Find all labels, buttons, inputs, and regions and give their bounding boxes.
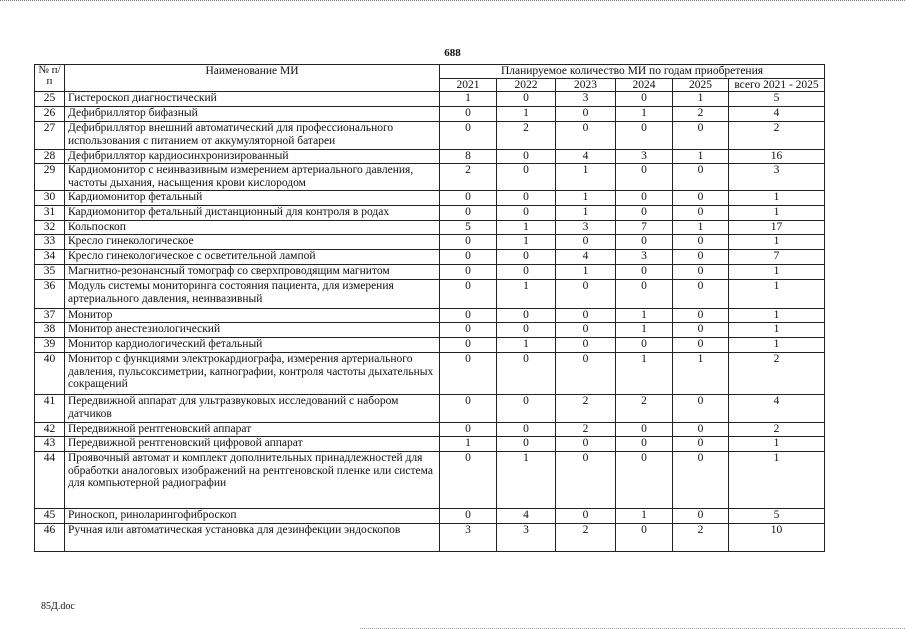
row-number: 27 <box>35 122 65 150</box>
row-total: 2 <box>729 353 825 395</box>
row-total: 4 <box>729 107 825 122</box>
row-total: 16 <box>729 150 825 164</box>
row-total: 1 <box>729 437 825 452</box>
row-name: Ручная или автоматическая установка для дезинфекции эндоскопов <box>65 524 440 552</box>
row-year-value: 1 <box>616 323 673 338</box>
row-year-value: 0 <box>616 338 673 353</box>
header-num: № п/п <box>35 65 65 92</box>
table-body <box>35 92 825 552</box>
header-year: 2025 <box>673 78 729 92</box>
row-name: Кардиомонитор фетальный дистанционный для контроля в родах <box>65 206 440 221</box>
row-total: 1 <box>729 191 825 206</box>
header-name: Наименование МИ <box>65 65 440 92</box>
table-row <box>35 164 825 191</box>
row-year-value: 0 <box>673 122 729 150</box>
row-year-value: 0 <box>440 323 497 338</box>
scan-edge-top <box>0 0 905 11</box>
row-year-value: 0 <box>556 235 616 250</box>
row-year-value: 2 <box>497 122 556 150</box>
row-year-value: 0 <box>673 509 729 524</box>
row-year-value: 0 <box>440 107 497 122</box>
row-total: 2 <box>729 122 825 150</box>
header-year: 2021 <box>440 78 497 92</box>
row-number: 38 <box>35 323 65 338</box>
row-number: 36 <box>35 280 65 309</box>
row-number: 35 <box>35 265 65 280</box>
row-year-value: 1 <box>556 191 616 206</box>
row-year-value: 0 <box>616 92 673 107</box>
table-row <box>35 323 825 338</box>
row-year-value: 0 <box>440 206 497 221</box>
row-name: Кресло гинекологическое <box>65 235 440 250</box>
row-year-value: 0 <box>616 235 673 250</box>
row-year-value: 3 <box>497 524 556 552</box>
row-year-value: 0 <box>673 206 729 221</box>
row-year-value: 0 <box>497 423 556 437</box>
table-row <box>35 509 825 524</box>
row-name: Кольпоскоп <box>65 221 440 235</box>
row-year-value: 1 <box>616 353 673 395</box>
row-number: 37 <box>35 309 65 323</box>
row-year-value: 0 <box>440 265 497 280</box>
row-year-value: 0 <box>673 164 729 191</box>
row-total: 1 <box>729 452 825 509</box>
table-row <box>35 309 825 323</box>
row-name: Дефибриллятор кардиосинхронизированный <box>65 150 440 164</box>
row-year-value: 0 <box>556 437 616 452</box>
row-year-value: 0 <box>497 92 556 107</box>
table-row <box>35 206 825 221</box>
row-year-value: 0 <box>440 452 497 509</box>
row-name: Монитор <box>65 309 440 323</box>
row-year-value: 1 <box>497 235 556 250</box>
row-year-value: 7 <box>616 221 673 235</box>
row-year-value: 3 <box>556 92 616 107</box>
table-row <box>35 122 825 150</box>
row-year-value: 1 <box>673 150 729 164</box>
row-total: 2 <box>729 423 825 437</box>
row-number: 40 <box>35 353 65 395</box>
table-row <box>35 191 825 206</box>
row-year-value: 0 <box>616 122 673 150</box>
table-row <box>35 437 825 452</box>
row-year-value: 0 <box>556 353 616 395</box>
row-year-value: 0 <box>616 452 673 509</box>
row-year-value: 1 <box>497 338 556 353</box>
row-year-value: 0 <box>673 191 729 206</box>
header-year: 2024 <box>616 78 673 92</box>
row-year-value: 0 <box>497 164 556 191</box>
row-year-value: 0 <box>497 323 556 338</box>
row-year-value: 0 <box>616 524 673 552</box>
row-year-value: 1 <box>673 353 729 395</box>
row-year-value: 0 <box>440 338 497 353</box>
row-number: 46 <box>35 524 65 552</box>
row-year-value: 4 <box>556 150 616 164</box>
row-year-value: 1 <box>616 107 673 122</box>
row-number: 45 <box>35 509 65 524</box>
row-total: 3 <box>729 164 825 191</box>
row-number: 44 <box>35 452 65 509</box>
row-year-value: 2 <box>556 423 616 437</box>
row-year-value: 0 <box>497 191 556 206</box>
row-year-value: 2 <box>673 524 729 552</box>
row-year-value: 0 <box>616 265 673 280</box>
header-total: всего 2021 - 2025 <box>729 78 825 92</box>
table-row <box>35 221 825 235</box>
row-total: 1 <box>729 280 825 309</box>
row-year-value: 0 <box>556 309 616 323</box>
row-year-value: 0 <box>497 150 556 164</box>
row-year-value: 0 <box>556 452 616 509</box>
row-year-value: 1 <box>673 221 729 235</box>
row-year-value: 0 <box>440 250 497 265</box>
row-year-value: 0 <box>616 280 673 309</box>
row-total: 1 <box>729 338 825 353</box>
header-planned: Планируемое количество МИ по годам приобретения <box>440 65 825 79</box>
row-total: 7 <box>729 250 825 265</box>
row-total: 1 <box>729 235 825 250</box>
row-year-value: 0 <box>673 423 729 437</box>
row-year-value: 8 <box>440 150 497 164</box>
row-total: 1 <box>729 309 825 323</box>
row-year-value: 1 <box>616 509 673 524</box>
row-year-value: 2 <box>556 395 616 423</box>
row-year-value: 0 <box>673 437 729 452</box>
row-year-value: 0 <box>616 206 673 221</box>
row-number: 43 <box>35 437 65 452</box>
row-year-value: 0 <box>440 191 497 206</box>
row-total: 1 <box>729 265 825 280</box>
row-number: 31 <box>35 206 65 221</box>
table-row <box>35 423 825 437</box>
row-year-value: 0 <box>440 235 497 250</box>
row-number: 33 <box>35 235 65 250</box>
row-year-value: 0 <box>556 107 616 122</box>
row-year-value: 4 <box>556 250 616 265</box>
scan-edge-bottom <box>360 628 905 633</box>
row-year-value: 0 <box>673 338 729 353</box>
row-number: 32 <box>35 221 65 235</box>
row-year-value: 0 <box>556 338 616 353</box>
table-row <box>35 107 825 122</box>
row-year-value: 1 <box>673 92 729 107</box>
row-year-value: 1 <box>616 309 673 323</box>
row-year-value: 1 <box>556 265 616 280</box>
row-year-value: 1 <box>440 92 497 107</box>
row-name: Монитор кардиологический фетальный <box>65 338 440 353</box>
table-row <box>35 150 825 164</box>
row-year-value: 0 <box>673 235 729 250</box>
row-total: 1 <box>729 323 825 338</box>
row-year-value: 3 <box>616 250 673 265</box>
row-year-value: 2 <box>440 164 497 191</box>
row-year-value: 2 <box>616 395 673 423</box>
row-year-value: 0 <box>497 265 556 280</box>
row-number: 28 <box>35 150 65 164</box>
row-year-value: 0 <box>497 437 556 452</box>
row-name: Проявочный автомат и комплект дополнительных принадлежностей для обработки аналоговых изображений на рентгеновской пленке или система для компьютерной радиографии <box>65 452 440 509</box>
row-year-value: 0 <box>616 437 673 452</box>
row-year-value: 5 <box>440 221 497 235</box>
row-year-value: 0 <box>497 309 556 323</box>
row-year-value: 2 <box>673 107 729 122</box>
table-row <box>35 524 825 552</box>
table-row <box>35 338 825 353</box>
row-name: Гистероскоп диагностический <box>65 92 440 107</box>
row-year-value: 0 <box>440 509 497 524</box>
row-total: 1 <box>729 206 825 221</box>
row-year-value: 0 <box>497 395 556 423</box>
row-year-value: 0 <box>673 452 729 509</box>
row-year-value: 1 <box>556 164 616 191</box>
header-year: 2022 <box>497 78 556 92</box>
row-year-value: 0 <box>440 280 497 309</box>
row-name: Передвижной рентгеновский цифровой аппарат <box>65 437 440 452</box>
row-year-value: 0 <box>616 164 673 191</box>
row-number: 41 <box>35 395 65 423</box>
row-total: 10 <box>729 524 825 552</box>
table-row <box>35 280 825 309</box>
row-name: Монитор с функциями электрокардиографа, измерения артериального давления, пульсоксиметрии, капнографии, контроля частоты дыхательных сокращений <box>65 353 440 395</box>
row-number: 26 <box>35 107 65 122</box>
row-name: Кардиомонитор с неинвазивным измерением артериального давления, частоты дыхания, насыщения крови кислородом <box>65 164 440 191</box>
row-number: 30 <box>35 191 65 206</box>
row-year-value: 0 <box>673 395 729 423</box>
row-year-value: 0 <box>673 309 729 323</box>
row-year-value: 1 <box>497 221 556 235</box>
medical-equipment-table <box>34 64 825 552</box>
row-year-value: 0 <box>556 509 616 524</box>
row-name: Передвижной аппарат для ультразвуковых исследований с набором датчиков <box>65 395 440 423</box>
row-year-value: 0 <box>440 353 497 395</box>
row-year-value: 3 <box>440 524 497 552</box>
row-year-value: 2 <box>556 524 616 552</box>
row-name: Дефибриллятор внешний автоматический для профессионального использования с питанием от аккумуляторной батареи <box>65 122 440 150</box>
header-year: 2023 <box>556 78 616 92</box>
row-year-value: 0 <box>673 250 729 265</box>
table-row <box>35 92 825 107</box>
page-number: 688 <box>444 47 461 59</box>
row-name: Кресло гинекологическое с осветительной лампой <box>65 250 440 265</box>
row-year-value: 0 <box>556 280 616 309</box>
row-year-value: 0 <box>440 309 497 323</box>
row-year-value: 3 <box>616 150 673 164</box>
row-number: 29 <box>35 164 65 191</box>
row-name: Магнитно-резонансный томограф со сверхпроводящим магнитом <box>65 265 440 280</box>
row-year-value: 1 <box>497 452 556 509</box>
row-year-value: 0 <box>673 265 729 280</box>
table-row <box>35 235 825 250</box>
row-number: 39 <box>35 338 65 353</box>
row-total: 4 <box>729 395 825 423</box>
row-year-value: 0 <box>556 122 616 150</box>
footer-filename: 85Д.doc <box>41 601 75 612</box>
row-year-value: 1 <box>556 206 616 221</box>
row-year-value: 0 <box>440 122 497 150</box>
row-total: 5 <box>729 509 825 524</box>
row-year-value: 1 <box>440 437 497 452</box>
row-year-value: 0 <box>616 191 673 206</box>
row-name: Передвижной рентгеновский аппарат <box>65 423 440 437</box>
row-year-value: 0 <box>497 353 556 395</box>
row-name: Монитор анестезиологический <box>65 323 440 338</box>
row-name: Модуль системы мониторинга состояния пациента, для измерения артериального давления, неинвазивный <box>65 280 440 309</box>
table-row <box>35 395 825 423</box>
table-row <box>35 353 825 395</box>
row-total: 17 <box>729 221 825 235</box>
table-row <box>35 265 825 280</box>
row-year-value: 0 <box>440 423 497 437</box>
row-year-value: 4 <box>497 509 556 524</box>
table-row <box>35 452 825 509</box>
row-year-value: 0 <box>673 323 729 338</box>
row-year-value: 0 <box>673 280 729 309</box>
row-year-value: 0 <box>616 423 673 437</box>
row-number: 25 <box>35 92 65 107</box>
row-total: 5 <box>729 92 825 107</box>
row-year-value: 0 <box>440 395 497 423</box>
row-name: Дефибриллятор бифазный <box>65 107 440 122</box>
row-number: 42 <box>35 423 65 437</box>
row-year-value: 0 <box>497 250 556 265</box>
row-year-value: 0 <box>556 323 616 338</box>
row-year-value: 0 <box>497 206 556 221</box>
row-name: Риноскоп, риноларингофиброскоп <box>65 509 440 524</box>
row-name: Кардиомонитор фетальный <box>65 191 440 206</box>
table-row <box>35 250 825 265</box>
row-number: 34 <box>35 250 65 265</box>
row-year-value: 1 <box>497 107 556 122</box>
row-year-value: 3 <box>556 221 616 235</box>
row-year-value: 1 <box>497 280 556 309</box>
